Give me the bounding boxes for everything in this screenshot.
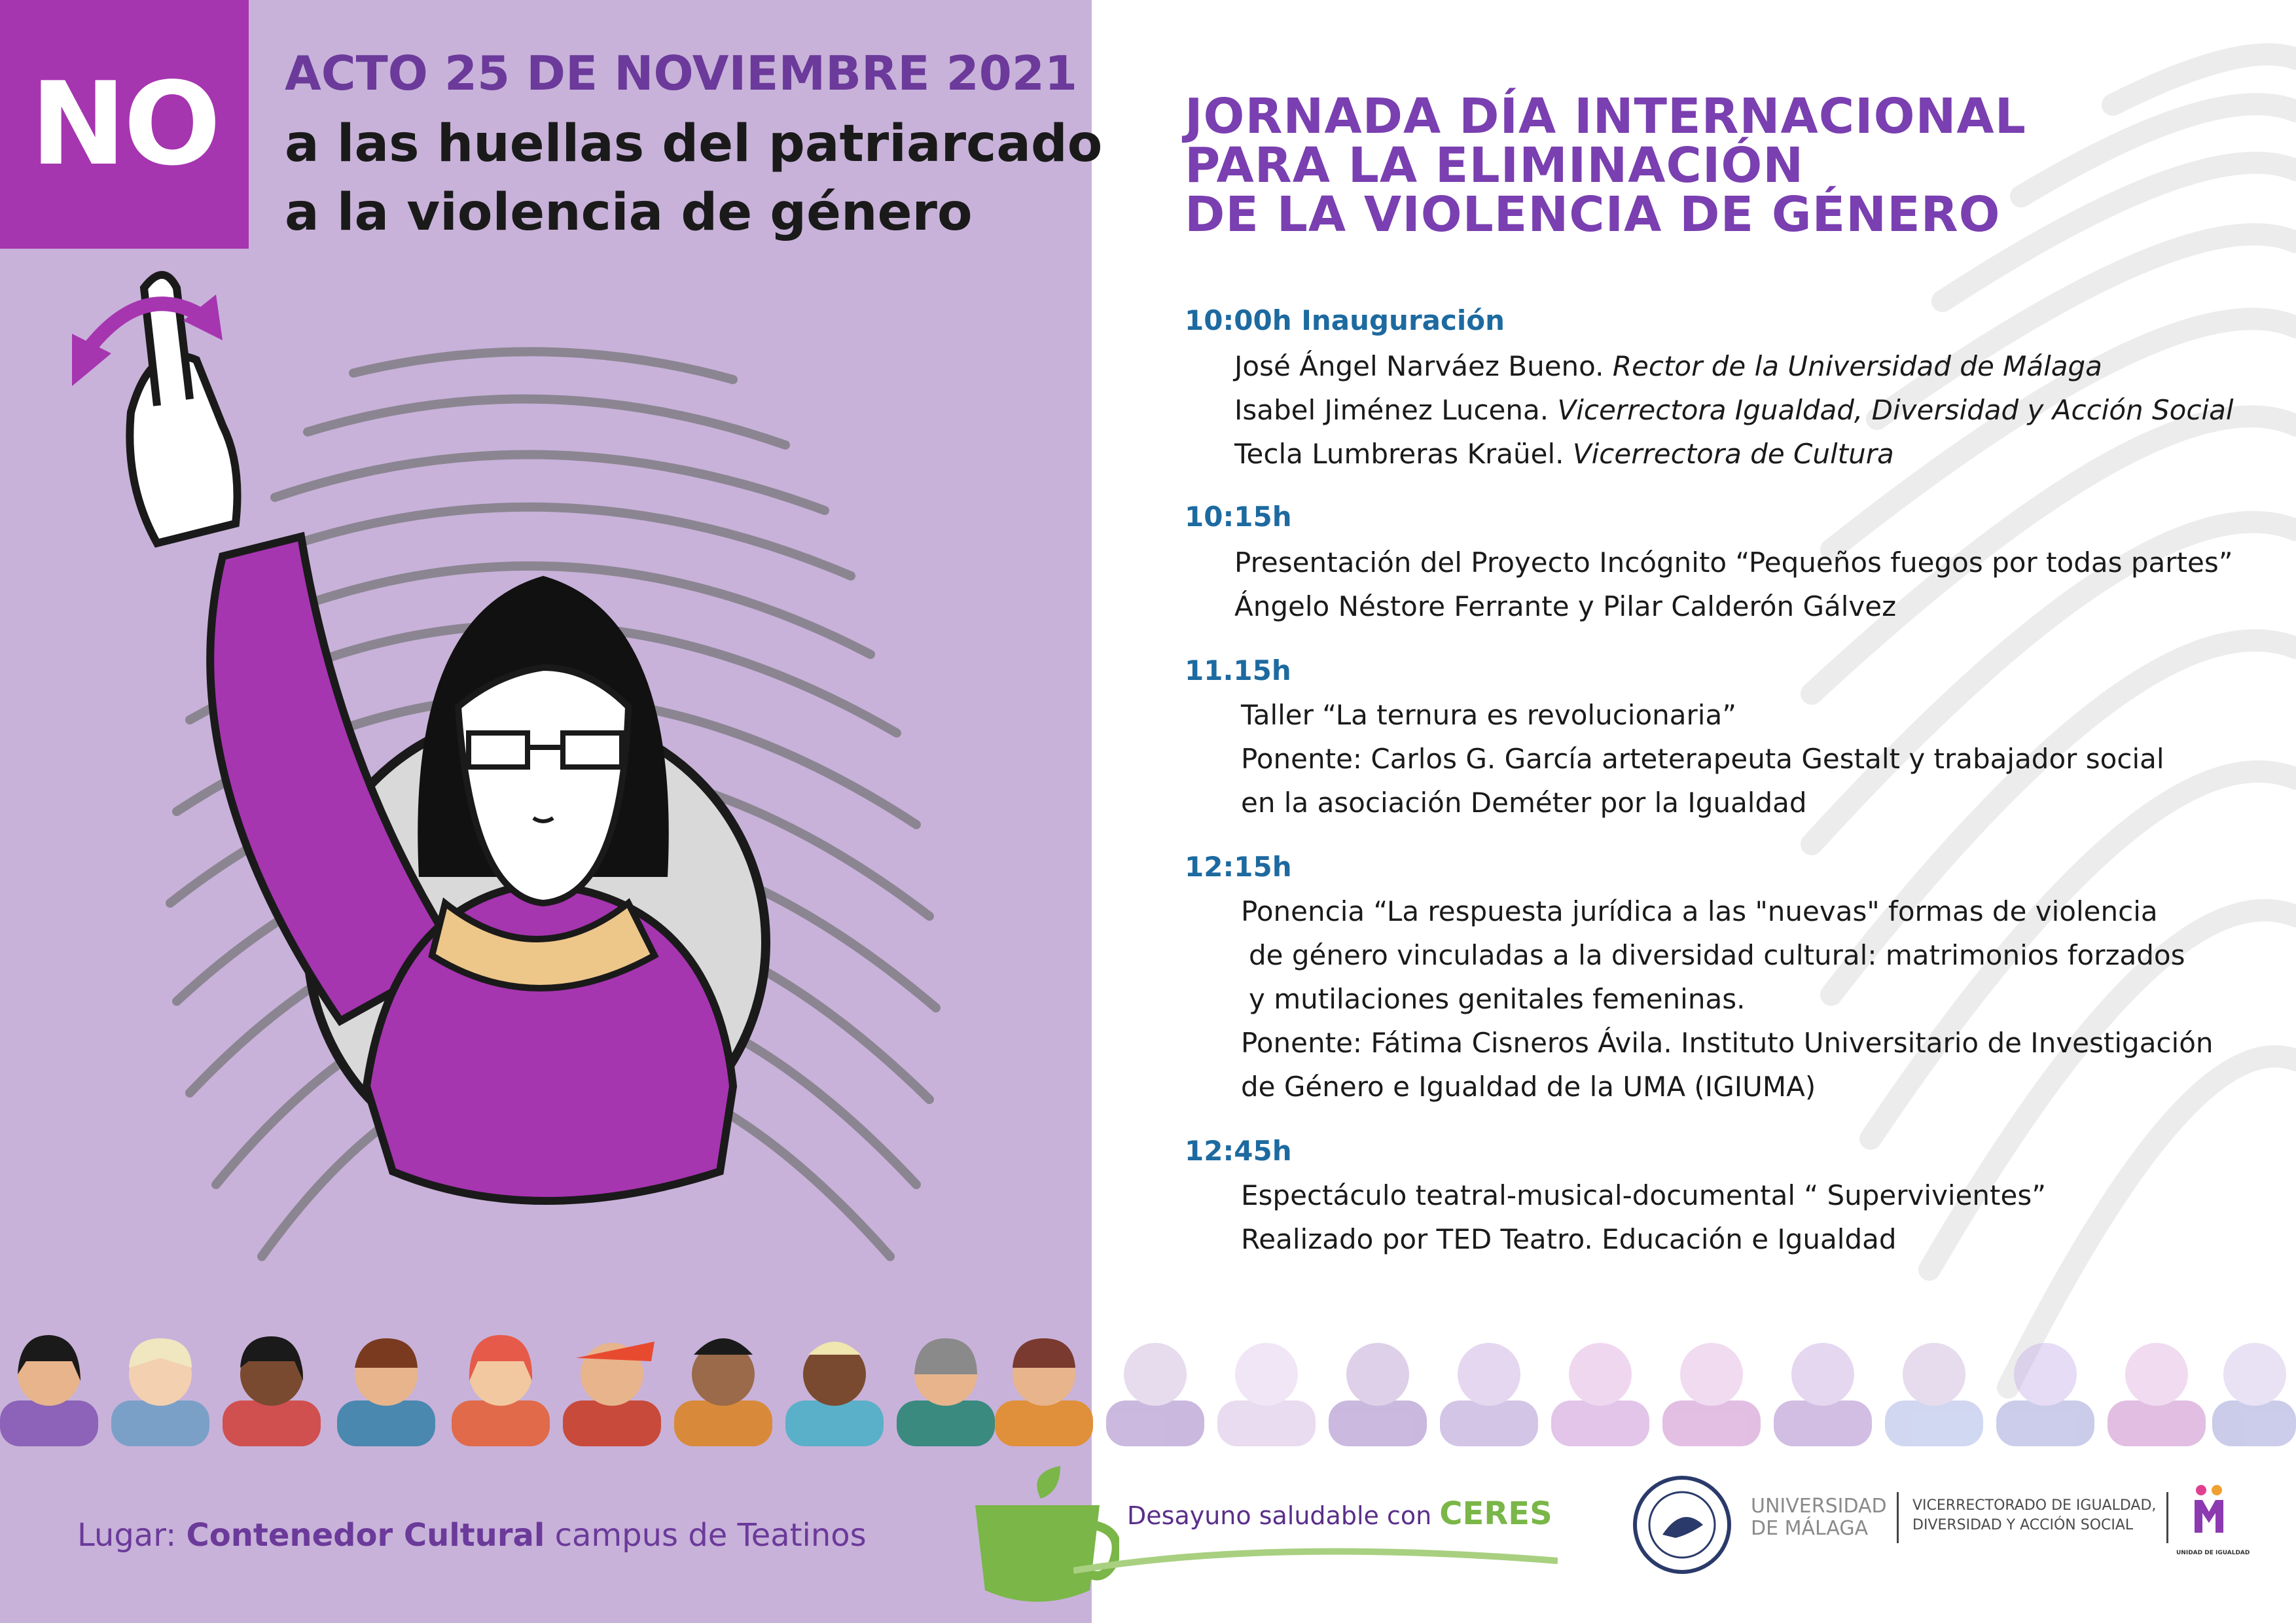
session-time-1115: 11.15h [1185, 654, 1291, 687]
person-icon [1885, 1343, 1983, 1446]
ceres-brand: CERES [1439, 1495, 1552, 1532]
program-line: Taller “La ternura es revolucionaria” [1241, 699, 1736, 731]
program-line: Ángelo Néstore Ferrante y Pilar Calderón Gálvez [1234, 590, 1897, 622]
vicerrectorado-line-1: VICERRECTORADO DE IGUALDAD, [1912, 1497, 2157, 1514]
person-icon [897, 1338, 995, 1446]
vicerrectorado-name [1912, 1496, 2156, 1535]
session-time-1015: 10:15h [1185, 501, 1292, 533]
logo-divider [2166, 1492, 2168, 1543]
title-line-3: DE LA VIOLENCIA DE GÉNERO [1185, 187, 2001, 243]
program-line: y mutilaciones genitales femeninas. [1249, 983, 1746, 1015]
program-line [1234, 350, 2102, 382]
person-icon [563, 1342, 661, 1446]
person-icon [1551, 1343, 1649, 1446]
person-icon [1774, 1343, 1872, 1446]
speaker-role: Vicerrectora de Cultura [1572, 438, 1894, 470]
person-icon [2212, 1343, 2296, 1446]
program-line: Presentación del Proyecto Incógnito “Pequeños fuegos por todas partes” [1234, 546, 2233, 579]
program-line: Espectáculo teatral-musical-documental “ Supervivientes” [1241, 1179, 2046, 1211]
venue-campus: campus de Teatinos [545, 1517, 867, 1554]
speaker-name: Isabel Jiménez Lucena. [1234, 394, 1558, 426]
person-icon [2108, 1343, 2206, 1446]
swoosh-decoration [1073, 1525, 1558, 1590]
university-name-line-2: DE MÁLAGA [1751, 1517, 1869, 1540]
vicerrectorado-line-2: DIVERSIDAD Y ACCIÓN SOCIAL [1912, 1517, 2134, 1533]
person-icon [0, 1335, 98, 1446]
program-line: Ponencia “La respuesta jurídica a las "nuevas" formas de violencia [1241, 895, 2158, 927]
venue-label: Lugar: [77, 1517, 187, 1554]
logo-divider [1897, 1492, 1899, 1543]
person-icon [1996, 1343, 2094, 1446]
person-icon [1440, 1343, 1538, 1446]
speaker-name: José Ángel Narváez Bueno. [1234, 350, 1613, 382]
person-icon [674, 1338, 772, 1446]
program-line [1234, 438, 1894, 470]
program-line [1234, 394, 2234, 426]
person-icon [452, 1335, 550, 1446]
breakfast-text [1127, 1495, 1552, 1532]
title-line-2: PARA LA ELIMINACIÓN [1185, 137, 1804, 194]
person-icon [995, 1338, 1093, 1446]
person-icon [1329, 1343, 1427, 1446]
person-icon [1217, 1343, 1316, 1446]
person-icon [337, 1338, 435, 1446]
venue-place: Contenedor Cultural [186, 1517, 545, 1554]
session-time-1000: 10:00h Inauguración [1185, 304, 1505, 336]
faded-people-group [1106, 1343, 2296, 1446]
university-seal-logo [1630, 1472, 1734, 1577]
breakfast-label: Desayuno saludable con [1127, 1501, 1440, 1530]
person-icon [785, 1342, 884, 1446]
speaker-role: Vicerrectora Igualdad, Diversidad y Acción Social [1557, 394, 2234, 426]
unidad-igualdad-label: UNIDAD DE IGUALDAD [2176, 1550, 2250, 1556]
slogan-line-1: a las huellas del patriarcado [285, 115, 1103, 173]
university-name [1751, 1495, 1887, 1540]
university-name-line-1: UNIVERSIDAD [1751, 1495, 1887, 1518]
speaker-name: Tecla Lumbreras Kraüel. [1234, 438, 1573, 470]
title-line-1: JORNADA DÍA INTERNACIONAL [1185, 88, 2026, 145]
protest-illustration [0, 249, 1092, 1335]
program-line: de Género e Igualdad de la UMA (IGIUMA) [1241, 1071, 1816, 1103]
unidad-igualdad-logo [2189, 1480, 2229, 1546]
person-icon [1662, 1343, 1761, 1446]
person-icon [111, 1338, 209, 1446]
venue-text [77, 1517, 867, 1554]
program-line: Realizado por TED Teatro. Educación e Igualdad [1241, 1223, 1897, 1255]
speaker-role: Rector de la Universidad de Málaga [1612, 350, 2102, 382]
program-line: en la asociación Deméter por la Igualdad [1241, 787, 1807, 819]
event-date-heading: ACTO 25 DE NOVIEMBRE 2021 [285, 46, 1078, 101]
session-time-1245: 12:45h [1185, 1135, 1292, 1167]
person-icon [1106, 1343, 1204, 1446]
program-line: Ponente: Fátima Cisneros Ávila. Instituto Universitario de Investigación [1241, 1027, 2214, 1059]
program-line: de género vinculadas a la diversidad cultural: matrimonios forzados [1249, 939, 2185, 971]
slogan-line-2: a la violencia de género [285, 183, 973, 242]
program-line: Ponente: Carlos G. García arteterapeuta Gestalt y trabajador social [1241, 743, 2164, 775]
people-row-illustration [0, 1322, 2296, 1446]
no-badge: NO [0, 0, 249, 249]
person-icon [223, 1336, 321, 1446]
session-time-1215: 12:15h [1185, 851, 1292, 883]
